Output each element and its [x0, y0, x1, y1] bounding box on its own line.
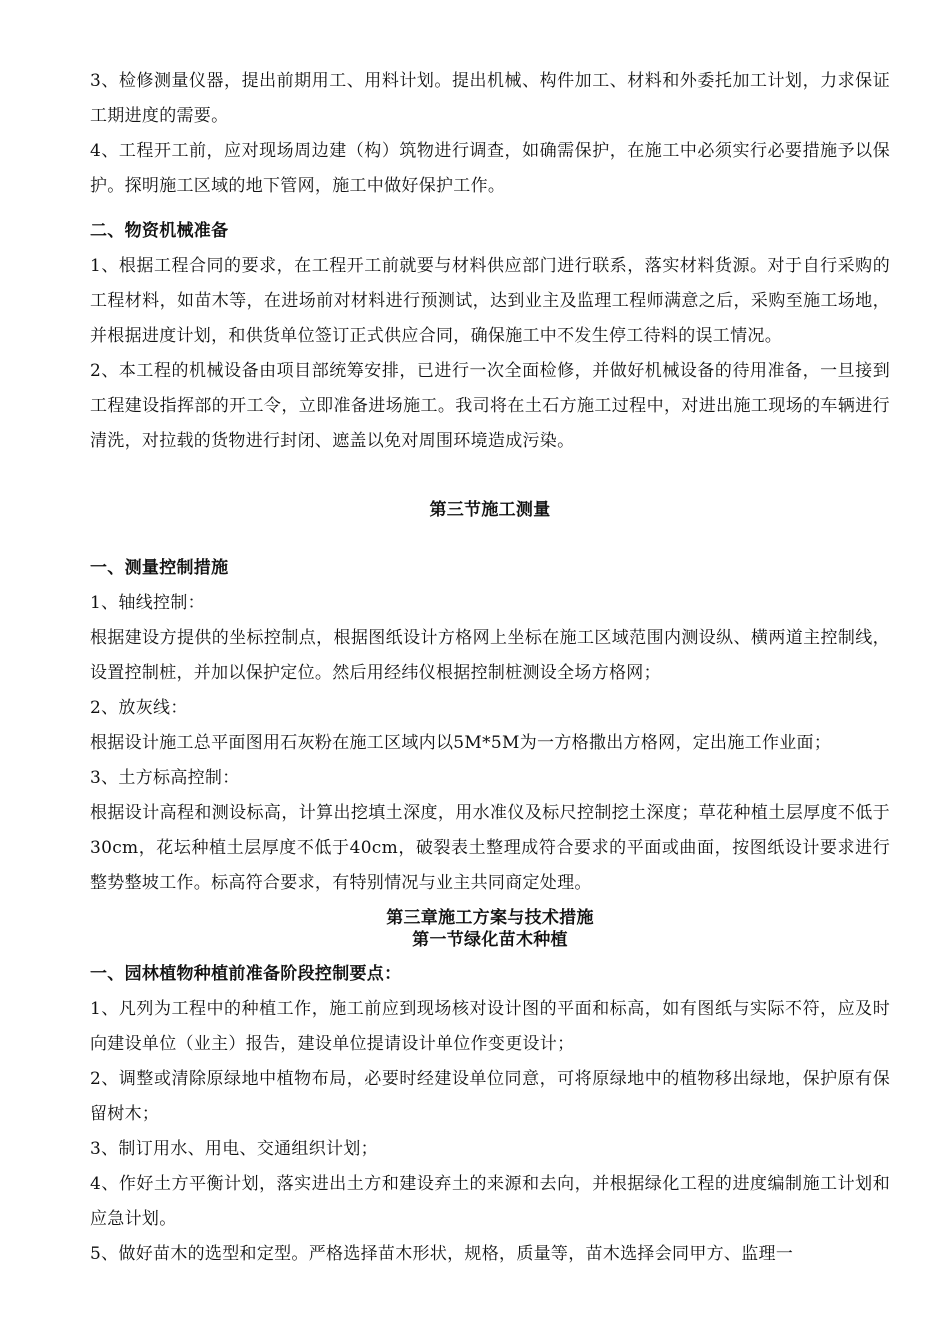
section-heading-survey-control: 一、测量控制措施: [90, 558, 229, 578]
section-title-survey: 第三节施工测量: [429, 500, 551, 520]
list-label-axis: 1、轴线控制：: [90, 593, 205, 613]
chapter-section-title: 第一节绿化苗木种植: [412, 930, 568, 950]
paragraph-materials-2: 2、本工程的机械设备由项目部统筹安排，已进行一次全面检修，并做好机械设备的待用准备，一旦接到工程建设指挥部的开工令，立即准备进场施工。我司将在土石方施工过程中，对进出施工现场的车辆进行清洗，对拉载的货物进行封闭、遮盖以免对周围环境造成污染。: [90, 361, 890, 451]
section-heading-materials: 二、物资机械准备: [90, 221, 229, 241]
paragraph-materials-1: 1、根据工程合同的要求，在工程开工前就要与材料供应部门进行联系，落实材料货源。对于自行采购的工程材料，如苗木等，在进场前对材料进行预测试，达到业主及监理工程师满意之后，采购至施工场地，并根据进度计划，和供货单位签订正式供应合同，确保施工中不发生停工待料的误工情况。: [90, 256, 890, 346]
paragraph-axis: 根据建设方提供的坐标控制点，根据图纸设计方格网上坐标在施工区域范围内测设纵、横两道主控制线，设置控制桩，并加以保护定位。然后用经纬仪根据控制桩测设全场方格网；: [90, 628, 890, 683]
paragraph-item-4: 4、工程开工前，应对现场周边建（构）筑物进行调查，如确需保护，在施工中必须实行必要措施予以保护。探明施工区域的地下管网，施工中做好保护工作。: [90, 141, 890, 196]
list-label-elevation: 3、土方标高控制：: [90, 768, 240, 788]
paragraph-planting-1: 1、凡列为工程中的种植工作，施工前应到现场核对设计图的平面和标高，如有图纸与实际不符，应及时向建设单位（业主）报告，建设单位提请设计单位作变更设计；: [90, 999, 890, 1054]
section-heading-planting-prep: 一、园林植物种植前准备阶段控制要点：: [90, 964, 402, 984]
document-page: [90, 64, 890, 1272]
chapter-title: 第三章施工方案与技术措施: [386, 908, 594, 928]
paragraph-lime-line: 根据设计施工总平面图用石灰粉在施工区域内以5M*5M为一方格撒出方格网，定出施工作业面；: [90, 733, 832, 753]
list-label-lime-line: 2、放灰线：: [90, 698, 188, 718]
paragraph-elevation: 根据设计高程和测设标高，计算出挖填土深度，用水准仪及标尺控制挖土深度；草花种植土层厚度不低于30cm，花坛种植土层厚度不低于40cm，破裂表土整理成符合要求的平面或曲面，按图纸设计要求进行整势整坡工作。标高符合要求，有特别情况与业主共同商定处理。: [90, 803, 890, 893]
paragraph-planting-5: 5、做好苗木的选型和定型。严格选择苗木形状，规格，质量等，苗木选择会同甲方、监理一: [90, 1244, 794, 1264]
paragraph-planting-3: 3、制订用水、用电、交通组织计划；: [90, 1139, 378, 1159]
paragraph-planting-4: 4、作好土方平衡计划，落实进出土方和建设弃土的来源和去向，并根据绿化工程的进度编制施工计划和应急计划。: [90, 1174, 890, 1229]
paragraph-planting-2: 2、调整或清除原绿地中植物布局，必要时经建设单位同意，可将原绿地中的植物移出绿地，保护原有保留树木；: [90, 1069, 890, 1124]
paragraph-item-3: 3、检修测量仪器，提出前期用工、用料计划。提出机械、构件加工、材料和外委托加工计划，力求保证工期进度的需要。: [90, 71, 890, 126]
